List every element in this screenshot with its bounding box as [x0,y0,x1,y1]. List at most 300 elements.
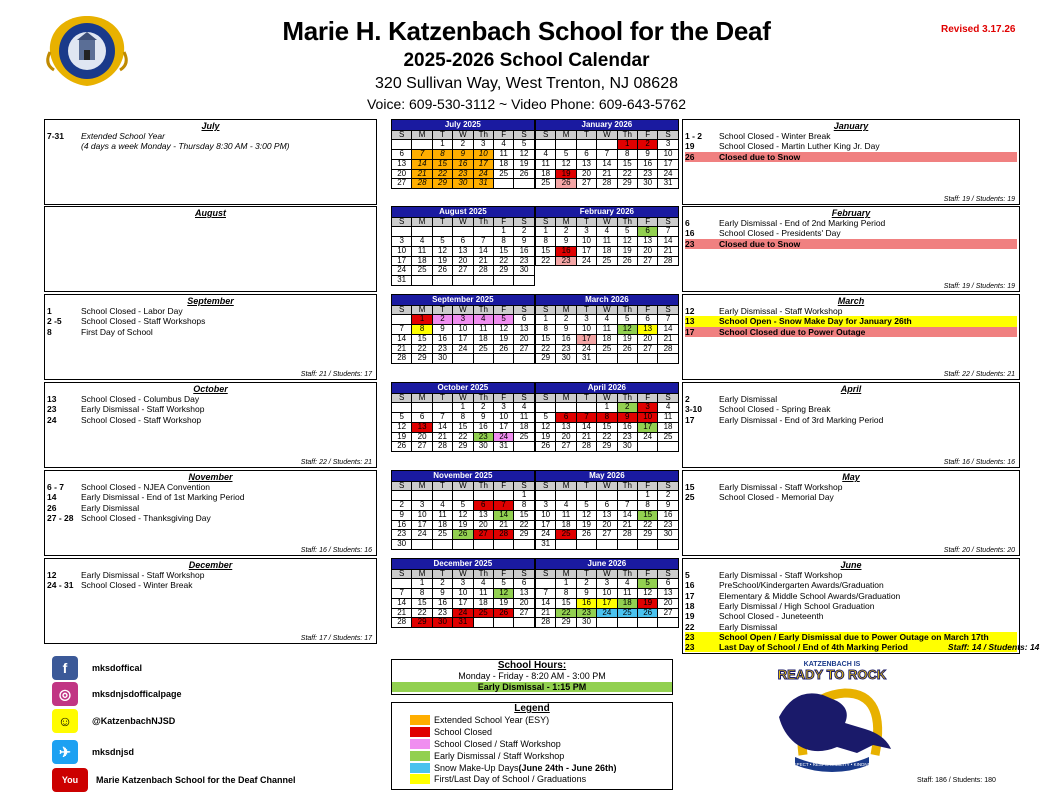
calendar-day: 1 [412,315,432,325]
staff-student-count: Staff: 19 / Students: 19 [943,283,1015,290]
calendar-week [392,256,535,266]
calendar-day: 21 [473,256,493,266]
calendar-week [392,246,535,256]
calendar-day: 2 [432,579,452,589]
calendar-day: 21 [576,432,596,442]
calendar-day: 30 [432,618,452,628]
calendar-weekday-row [392,217,535,227]
social-snapchat[interactable] [52,707,352,735]
calendar-week [536,403,679,413]
calendar-december-2025 [391,558,535,628]
event-date: 6 [685,218,690,228]
calendar-day: 6 [473,501,493,511]
weekday-header: T [432,393,452,403]
weekday-header: T [432,305,452,315]
right-panel-january [682,119,1020,205]
weekday-header: T [576,130,596,140]
calendar-day: 14 [493,510,513,520]
event-row [47,131,374,141]
calendar-day: 22 [514,520,534,530]
calendar-day: 7 [432,413,452,423]
legend-item [392,762,672,774]
calendar-day [536,579,556,589]
calendar-day: 14 [617,510,637,520]
month-title: September [187,296,234,306]
calendar-day: 6 [514,579,534,589]
calendar-day: 9 [576,589,596,599]
calendar-day [392,491,412,501]
calendar-day: 24 [597,608,617,618]
calendar-day: 26 [617,344,637,354]
weekday-header: W [597,569,617,579]
calendar-day: 5 [576,501,596,511]
weekday-header: S [514,217,534,227]
calendar-week [392,140,535,150]
calendar-day: 31 [576,354,596,364]
event-date: 18 [685,600,695,611]
calendar-day: 19 [637,598,657,608]
calendar-day: 23 [514,256,534,266]
calendar-day: 18 [536,169,556,179]
event-date: 22 [685,621,695,632]
calendar-day: 21 [536,608,556,618]
calendar-month-header [536,559,679,570]
calendar-day: 8 [412,589,432,599]
calendar-day: 8 [556,589,576,599]
calendar-day: 26 [493,344,513,354]
calendar-week [536,344,679,354]
calendar-august-2025 [391,206,535,286]
event-date: 13 [47,394,57,404]
calendar-day: 14 [597,159,617,169]
calendar-day: 21 [412,169,432,179]
calendar-day: 30 [556,354,576,364]
social-handle[interactable]: mksdnjsd [92,747,135,757]
month-title: January [833,121,869,131]
calendar-day: 11 [432,510,452,520]
event-date: 24 [47,414,57,425]
weekday-header: T [432,130,452,140]
calendar-week [392,442,535,452]
calendar-day: 21 [432,432,452,442]
weekday-header: F [493,305,513,315]
calendar-week [536,540,679,550]
event-text: Extended School Year [81,131,165,141]
calendar-day: 23 [637,169,657,179]
calendar-day: 22 [597,432,617,442]
event-date: 26 [47,502,57,513]
calendar-day: 3 [473,140,493,150]
calendar-day [493,276,513,286]
event-row [47,503,374,513]
event-row [685,131,1017,141]
calendar-day: 30 [617,442,637,452]
calendar-month-header [392,207,535,218]
calendar-day [597,540,617,550]
calendar-day: 3 [597,579,617,589]
school-address: 320 Sullivan Way, West Trenton, NJ 08628 [375,75,678,92]
calendar-day: 12 [493,589,513,599]
calendar-day [412,403,432,413]
calendar-day: 31 [658,179,678,189]
calendar-day: 11 [658,413,678,423]
month-title: October [193,384,228,394]
calendar-week [392,491,535,501]
weekday-header: M [556,569,576,579]
calendar-day: 7 [597,150,617,160]
calendar-week [536,150,679,160]
calendar-day: 26 [617,256,637,266]
calendar-day [637,618,657,628]
calendar-day: 10 [597,589,617,599]
event-text: School Open / Early Dismissal due to Power Outage on March 17th [719,631,989,642]
event-text: School Open - Snow Make Day for January 26th [719,316,912,327]
calendar-day [576,540,596,550]
calendar-day: 4 [617,579,637,589]
calendar-day: 18 [658,422,678,432]
calendar-day: 25 [493,169,513,179]
legend-label: First/Last Day of School / Graduations [434,774,587,785]
event-row [685,632,1017,642]
calendar-day: 30 [392,540,412,550]
month-title: February [831,208,871,218]
calendar-day: 10 [453,589,473,599]
calendar-day: 20 [473,520,493,530]
social-twitter[interactable] [52,738,352,766]
calendar-day: 27 [576,179,596,189]
calendar-day: 16 [453,159,473,169]
event-row [685,642,1040,653]
revised-date: Revised 3.17.26 [941,24,1016,35]
event-row [685,306,1017,316]
calendar-day: 23 [432,344,452,354]
event-row [685,601,1017,611]
calendar-day: 9 [658,501,678,511]
calendar-day: 15 [514,510,534,520]
calendar-day: 17 [576,334,596,344]
calendar-day: 17 [637,422,657,432]
staff-student-count: Staff: 17 / Students: 17 [300,635,372,642]
calendar-day: 2 [617,403,637,413]
school-name-title: Marie H. Katzenbach School for the Deaf [282,16,771,46]
calendar-day: 1 [556,579,576,589]
calendar-day: 13 [412,422,432,432]
right-panel-june [682,558,1040,654]
calendar-day: 21 [617,520,637,530]
social-handle[interactable]: Marie Katzenbach School for the Deaf Channel [96,775,296,785]
calendar-day [453,227,473,237]
calendar-month-name: March 2026 [536,295,679,306]
calendar-day: 19 [536,432,556,442]
legend-swatch [410,751,430,761]
calendar-day: 2 [556,227,576,237]
calendar-day: 22 [637,520,657,530]
calendar-week [392,179,535,189]
calendar-day: 28 [617,530,637,540]
weekday-header: T [576,217,596,227]
calendar-day: 22 [556,608,576,618]
calendar-day: 23 [556,256,576,266]
calendar-day: 7 [392,325,412,335]
event-row [47,316,374,326]
calendar-month-name: January 2026 [536,120,679,131]
calendar-day: 19 [514,159,534,169]
weekday-header: T [432,481,452,491]
calendar-weekday-row [392,393,535,403]
calendar-day: 1 [493,227,513,237]
calendar-day: 4 [658,403,678,413]
event-row [47,404,374,414]
calendar-day: 15 [412,334,432,344]
calendar-week [536,315,679,325]
calendar-day: 21 [658,246,678,256]
calendar-week [392,540,535,550]
calendar-day: 14 [536,598,556,608]
calendar-day: 27 [453,266,473,276]
calendar-day: 29 [453,442,473,452]
weekday-header: S [392,569,412,579]
calendar-week [392,598,535,608]
calendar-day: 17 [412,520,432,530]
calendar-day: 15 [412,598,432,608]
calendar-day: 1 [617,140,637,150]
calendar-day [637,354,657,364]
calendar-day: 2 [453,140,473,150]
social-handle[interactable]: mksdnjsdofficalpage [92,689,182,699]
calendar-month-header [536,471,679,482]
event-text: Early Dismissal [81,502,140,513]
calendar-day: 20 [392,169,412,179]
weekday-header: W [453,569,473,579]
calendar-day [597,140,617,150]
calendar-day: 13 [597,510,617,520]
calendar-october-2025 [391,382,535,452]
event-date: 24 - 31 [47,580,74,591]
event-date: 1 [47,306,52,316]
calendar-day: 10 [493,413,513,423]
calendar-day: 29 [493,266,513,276]
calendar-day: 18 [473,334,493,344]
calendar-day: 16 [432,334,452,344]
calendar-day: 29 [432,179,452,189]
legend-item [392,714,672,726]
calendar-day: 14 [392,334,412,344]
month-title: May [842,472,860,482]
calendar-month-header [392,559,535,570]
event-row [47,580,374,590]
calendar-day: 30 [514,266,534,276]
calendar-day: 19 [493,598,513,608]
calendar-month-header [536,295,679,306]
calendar-day [412,276,432,286]
calendar-day: 2 [432,315,452,325]
calendar-week [536,422,679,432]
calendar-day: 2 [514,227,534,237]
calendar-day: 4 [597,227,617,237]
weekday-header: S [536,217,556,227]
calendar-day: 3 [576,315,596,325]
calendar-day: 26 [493,608,513,618]
calendar-day: 21 [658,334,678,344]
calendar-weekday-row [536,130,679,140]
calendar-day: 28 [658,344,678,354]
calendar-week [536,598,679,608]
weekday-header: S [536,569,556,579]
social-instagram[interactable] [52,680,352,708]
calendar-day: 29 [412,354,432,364]
calendar-july-2025 [391,119,535,189]
calendar-day: 3 [453,579,473,589]
calendar-day [576,403,596,413]
calendar-day: 2 [637,140,657,150]
weekday-header: T [432,217,452,227]
event-date: 23 [685,642,695,653]
legend-box [391,702,673,790]
calendar-week [392,510,535,520]
calendar-february-2026 [535,206,679,266]
social-handle[interactable]: mksdoffical [92,663,143,673]
calendar-week [536,159,679,169]
legend-swatch [410,763,430,773]
month-title: June [840,560,862,570]
calendar-day: 9 [473,413,493,423]
calendar-week [392,169,535,179]
calendar-day: 12 [576,510,596,520]
event-text: School Closed - Labor Day [81,306,183,316]
calendar-day: 20 [637,334,657,344]
calendar-day: 27 [637,256,657,266]
calendar-day: 27 [514,608,534,618]
calendar-week [536,579,679,589]
calendar-day: 20 [514,334,534,344]
calendar-day: 12 [493,325,513,335]
staff-student-count: Staff: 16 / Students: 16 [300,547,372,554]
event-row [685,239,1017,249]
calendar-day: 16 [637,159,657,169]
weekday-header: Th [473,217,493,227]
calendar-day: 17 [658,159,678,169]
event-text: Early Dismissal / High School Graduation [719,600,875,611]
weekday-header: M [412,569,432,579]
twitter-icon: ✈ [52,740,78,764]
calendar-day: 23 [432,608,452,618]
event-row [47,570,374,580]
calendar-day: 14 [658,325,678,335]
calendar-day: 22 [432,169,452,179]
weekday-header: M [412,130,432,140]
calendar-day: 12 [617,325,637,335]
weekday-header: Th [617,305,637,315]
event-row [47,306,374,316]
right-panel-may [682,470,1020,556]
calendar-day: 1 [536,315,556,325]
weekday-header: Th [617,217,637,227]
calendar-day: 28 [412,179,432,189]
event-text: School Closed - Spring Break [719,404,831,415]
event-date: 1 - 2 [685,131,703,141]
calendar-day: 22 [453,432,473,442]
calendar-day: 27 [514,344,534,354]
calendar-day: 12 [432,246,452,256]
weekday-header: M [412,481,432,491]
calendar-day: 24 [392,266,412,276]
calendar-day: 3 [493,403,513,413]
calendar-day: 24 [536,530,556,540]
calendar-day: 4 [473,579,493,589]
calendar-weekday-row [536,569,679,579]
calendar-day: 3 [637,403,657,413]
calendar-day: 26 [576,530,596,540]
calendar-week [536,246,679,256]
calendar-day: 2 [392,501,412,511]
calendar-week [536,530,679,540]
calendar-day: 19 [576,520,596,530]
calendar-day: 29 [412,618,432,628]
calendar-day: 7 [536,589,556,599]
calendar-day: 10 [392,246,412,256]
calendar-day: 8 [536,237,556,247]
calendar-day: 2 [658,491,678,501]
calendar-weekday-row [392,130,535,140]
event-date: 13 [685,316,695,327]
calendar-day: 20 [637,246,657,256]
calendar-day: 10 [453,325,473,335]
calendar-day [658,354,678,364]
youtube-icon: You [52,768,88,792]
calendar-week [392,589,535,599]
social-facebook[interactable] [52,654,352,682]
calendar-title: 2025-2026 School Calendar [403,50,650,71]
weekday-header: W [453,130,473,140]
calendar-day: 1 [432,140,452,150]
social-handle[interactable]: @KatzenbachNJSD [92,716,176,726]
event-date: 19 [685,141,695,152]
legend-label: Extended School Year (ESY) [434,714,550,725]
calendar-day: 22 [412,344,432,354]
calendar-day: 31 [493,442,513,452]
calendar-day: 7 [392,589,412,599]
calendar-day: 20 [556,432,576,442]
calendar-week [536,325,679,335]
calendar-day: 22 [536,256,556,266]
calendar-day [658,618,678,628]
legend-label-bold: (June 24th - June 26th) [518,762,617,773]
calendar-day: 13 [658,589,678,599]
left-panel-september [44,294,377,380]
calendar-day: 9 [514,237,534,247]
calendar-day: 18 [597,246,617,256]
calendar-week [392,608,535,618]
calendar-day [453,540,473,550]
calendar-day: 6 [658,579,678,589]
weekday-header: S [536,393,556,403]
weekday-header: S [536,305,556,315]
event-date: 27 - 28 [47,512,74,523]
calendar-day: 12 [453,510,473,520]
weekday-header: F [493,569,513,579]
calendar-day: 11 [597,237,617,247]
snapchat-icon: ☺ [52,709,78,733]
social-youtube[interactable] [52,766,352,794]
calendar-day [432,227,452,237]
event-row [685,611,1017,621]
calendar-day: 17 [576,246,596,256]
calendar-day: 9 [432,589,452,599]
event-row [685,622,1017,632]
calendar-day: 14 [576,422,596,432]
calendar-day: 20 [597,520,617,530]
calendar-day: 16 [556,334,576,344]
